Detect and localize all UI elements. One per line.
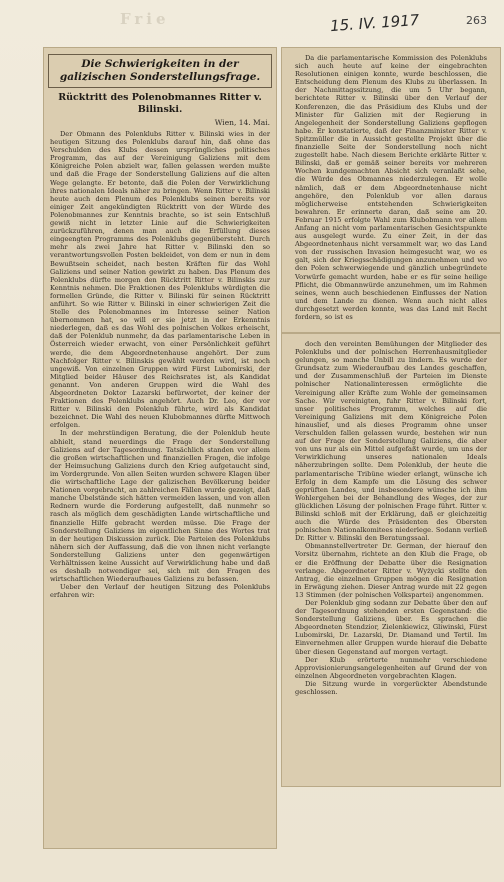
paragraph: Der Klub erörterte nunmehr verschiedene Approvisionierungsangelegenheiten auf Grund der von einzelnen Abgeordneten vorgebrachten Klagen. <box>295 655 487 680</box>
paragraph: Ueber den Verlauf der heutigen Sitzung des Polenklubs erfahren wir: <box>50 583 270 600</box>
paragraph: doch den vereinten Bemühungen der Mitglieder des Polenklubs und der polnischen Herrenhausmitglieder gelungen, so manche Unbill zu lindern. Es wurde der Grundsatz zum Wiederaufbau des Landes geschaffen, und der Zusammenschluß der Parteien im Dienste polnischer Nationalinteressen ermöglichte die Vereinigung aller Kräfte zum Wohle der gemeinsamen Sache. Wir vereinigten, fuhr Ritter v. Bilinski fort, unser politisches Programm, welches auf die Vereinigung Galiziens mit dem Königreiche Polen hinauslief, und als dieses Programm ohne unser Verschulden fallen gelassen wurde, bestehen wir nun auf der Frage der Sonderstellung Galiziens, die aber von uns nur als ein Mittel aufgefaßt wurde, um uns der Verwirklichung unseres nationalen Ideals näherzubringen sollte. Dem Polenklub, der heute die parlamentarische Tribüne wieder erlangt, wünsche ich Erfolg in dem Kampfe um die Lösung des schwer geprüften Landes, und insbesondere wünsche ich ihm Wohlergehen bei der Behandlung des Weges, der zur glücklichen Lösung der polnischen Frage führt. Ritter v. Bilinski schloß mit der Erklärung, daß er gleichzeitig auch die Würde des Präsidenten des Obersten polnischen Nationalkomitees niederlege. Sodann verließ Dr. Ritter v. Bilinski den Beratungssaal. <box>295 340 487 543</box>
paragraph: Obmannstellvertreter Dr. German, der hierauf den Vorsitz übernahm, richtete an den Klub die Frage, ob er die Eröffnung der Debatte über die Resignation verlange. Abgeordneter Ritter v. Wyżycki stellte den Antrag, die einzelnen Gruppen mögen die Resignation in Erwägung ziehen. Dieser Antrag wurde mit 22 gegen 13 Stimmen (der polnischen Volkspartei) angenommen. <box>295 542 487 599</box>
paragraph: Da die parlamentarische Kommission des Polenklubs sich auch heute auf keine der eingebrachten Resolutionen einigen konnte, wurde beschlossen, die Entscheidung dem Plenum des Klubs zu überlassen. In der Nachmittagssitzung, die um 5 Uhr begann, berichtete Ritter v. Bilinski über den Verlauf der Konferenzen, die das Präsidium des Klubs und der Minister für Galizien mit der Regierung in Angelegenheit der Sonderstellung Galiziens gepflogen habe. Er konstatierte, daß der Finanzminister Ritter v. Spitzmüller die in Aussicht gestellte Projekt über die finanzielle Seite der Sonderstellung noch nicht zugestellt habe. Nach diesem Berichte erklärte Ritter v. Bilinski, daß er gemäß seiner bereits vor mehreren Wochen kundgemachten Absicht sich veranlaßt sehe, die Würde des Obmannes niederzulegen. Er wolle nämlich, daß er dem Abgeordnetenhause nicht angehöre, den Polenklub vor allen daraus möglicherweise entstehenden Schwierigkeiten bewahren. Er erinnerte daran, daß seine am 20. Februar 1915 erfolgte Wahl zum Klubobmann vor allem Anfang an nicht vom parlamentarischen Gesichtspunkte aus ausgelegt wurde. Zu einer Zeit, in der das Abgeordnetenhaus nicht versammelt war, wo das Land von der russischen Invasion heimgesucht war, wo es galt, sich der Kriegsschädigungen anzunehmen und wo den Polen schwerwiegende und gänzlich unbegründete Vorwürfe gemacht wurden, habe er es für seine heilige Pflicht, die Obmannwürde anzunehmen, um im Rahmen seines, wenn auch beschiedenen Einflusses der Nation und dem Lande zu dienen. Wenn auch nicht alles durchgesetzt werden konnte, was das Land mit Recht fordern, so ist es <box>295 54 487 321</box>
paragraph: Der Polenklub ging sodann zur Debatte über den auf der Tagesordnung stehenden ersten Gegenstand: die Sonderstellung Galiziens, über. Es sprachen die Abgeordneten Stendzior, Zielenkiewicz, Gliwinski, Fürst Lubomirski, Dr. Lazarski, Dr. Diamand und Tertil. Im Einvernehmen aller Gruppen wurde hierauf die Debatte über diesen Gegenstand auf morgen vertagt. <box>295 599 487 656</box>
paragraph: Die Sitzung wurde in vorgerückter Abendstunde geschlossen. <box>295 679 487 697</box>
handwritten-date: 15. IV. 1917 <box>329 10 420 36</box>
faint-stamp: Frie <box>120 10 170 28</box>
clipping-left <box>44 48 276 848</box>
paragraph: In der mehrstündigen Beratung, die der Polenklub heute abhielt, stand neuerdings die Frage der Sonderstellung Galiziens auf der Tagesordnung. Tatsächlich standen vor allem die großen wirtschaftlichen und finanziellen Fragen, die infolge der Heimsuchung Galiziens durch den Krieg aufgetaucht sind, im Vordergrunde. Von allen Seiten wurden schwere Klagen über die wirtschaftliche Lage der galizischen Bevölkerung beider Nationen vorgebracht, an zahlreichen Fällen wurde gezeigt, daß manche Übelstände sich hätten vermeiden lassen, und von allen Rednern wurde die Forderung aufgestellt, daß nunmehr so rasch als möglich dem geschädigten Lande wirtschaftliche und finanzielle Hilfe gebracht werden müsse. Die Frage der Sonderstellung Galiziens im eigentlichen Sinne des Wortes trat in der heutigen Diskussion zurück. Die Parteien des Polenklubs nähern sich der Auffassung, daß die von ihnen nicht verlangte Sonderstellung Galiziens unter den gegenwärtigen Verhältnissen keine Aussicht auf Verwirklichung habe und daß es deshalb notwendiger sei, sich mit den Fragen des wirtschaftlichen Wiederaufbaues Galiziens zu befassen. <box>50 429 270 584</box>
article-headline: Die Schwierigkeiten in der galizischen Sonderstellungsfrage. <box>48 54 272 88</box>
article-body-right-top <box>288 48 494 327</box>
article-body-right-bottom <box>288 334 494 702</box>
clipping-right-top <box>282 48 500 332</box>
paragraph: Der Obmann des Polenklubs Ritter v. Bilinski wies in der heutigen Sitzung des Polenklubs darauf hin, daß ohne das Verschulden des Klubs dessen ursprüngliches politisches Programm, das auf der Vereinigung Galiziens mit dem Königreiche Polen abzielt war, fallen gelassen werden mußte und daß die Frage der Sonderstellung Galiziens auf die alten Wege gelangte. Er betonte, daß die Polen der Verwirklichung ihres nationalen Ideals näher zu bringen. Wenn Ritter v. Bilinski heute auch dem Plenum des Polenklubs seinen bereits vor einiger Zeit angekündigten Rücktritt von der Würde des Polenobmannes zur Kenntnis brachte, so ist sein Entschluß gewiß nicht in letzter Linie auf die Schwierigkeiten zurückzuführen, denen man auch die Erfüllung dieses eingeengten Programms des Polenklubs gegenübersteht. Durch mehr als zwei Jahre hat Ritter v. Bilinski den so verantwortungsvollen Posten bekleidet, von dem er nun in dem Bewußtsein scheidet, nach besten Kräften für das Wohl Galiziens und seiner Nation gewirkt zu haben. Das Plenum des Polenklubs dürfte morgen den Rücktritt Ritter v. Bilinskis zur Kenntnis nehmen. Die Fraktionen des Polenklubs würdigten die formellen Gründe, die Ritter v. Bilinski für seinen Rücktritt anführt. So wie Ritter v. Bilinski in einer schwierigen Zeit die Stelle des Polenobmannes im Interesse seiner Nation übernommen hat, so will er sie jetzt in der Erkenntnis niederlegen, daß es das Wohl des polnischen Volkes erheischt, daß der Polenklub nunmehr, da das parlamentarische Leben in Österreich wieder erwacht, von einer Persönlichkeit geführt werde, die dem Abgeordnetenhause angehört. Der zum Nachfolger Ritter v. Bilinskis gewählt werden wird, ist noch ungewiß. Von einzelnen Gruppen wird Fürst Lubomirski, der Mitglied beider Häuser des Reichsrates ist, als Kandidat genannt. Von anderen Gruppen wird die Wahl des Abgeordneten Doktor Lazarski befürwortet, der keiner der Fraktionen des Polenklubs angehört. Auch Dr. Leo, der vor Ritter v. Bilinski den Polenklub führte, wird als Kandidat bezeichnet. Die Wahl des neuen Klubobmannes dürfte Mittwoch erfolgen. <box>50 130 270 430</box>
clipping-right-bottom <box>282 334 500 786</box>
folio-number: 263 <box>466 14 487 27</box>
article-subheadline: Rücktritt des Polenobmannes Ritter v. Bilinski. <box>58 92 262 115</box>
article-body-left <box>50 130 270 599</box>
article-dateline: Wien, 14. Mai. <box>214 118 270 127</box>
